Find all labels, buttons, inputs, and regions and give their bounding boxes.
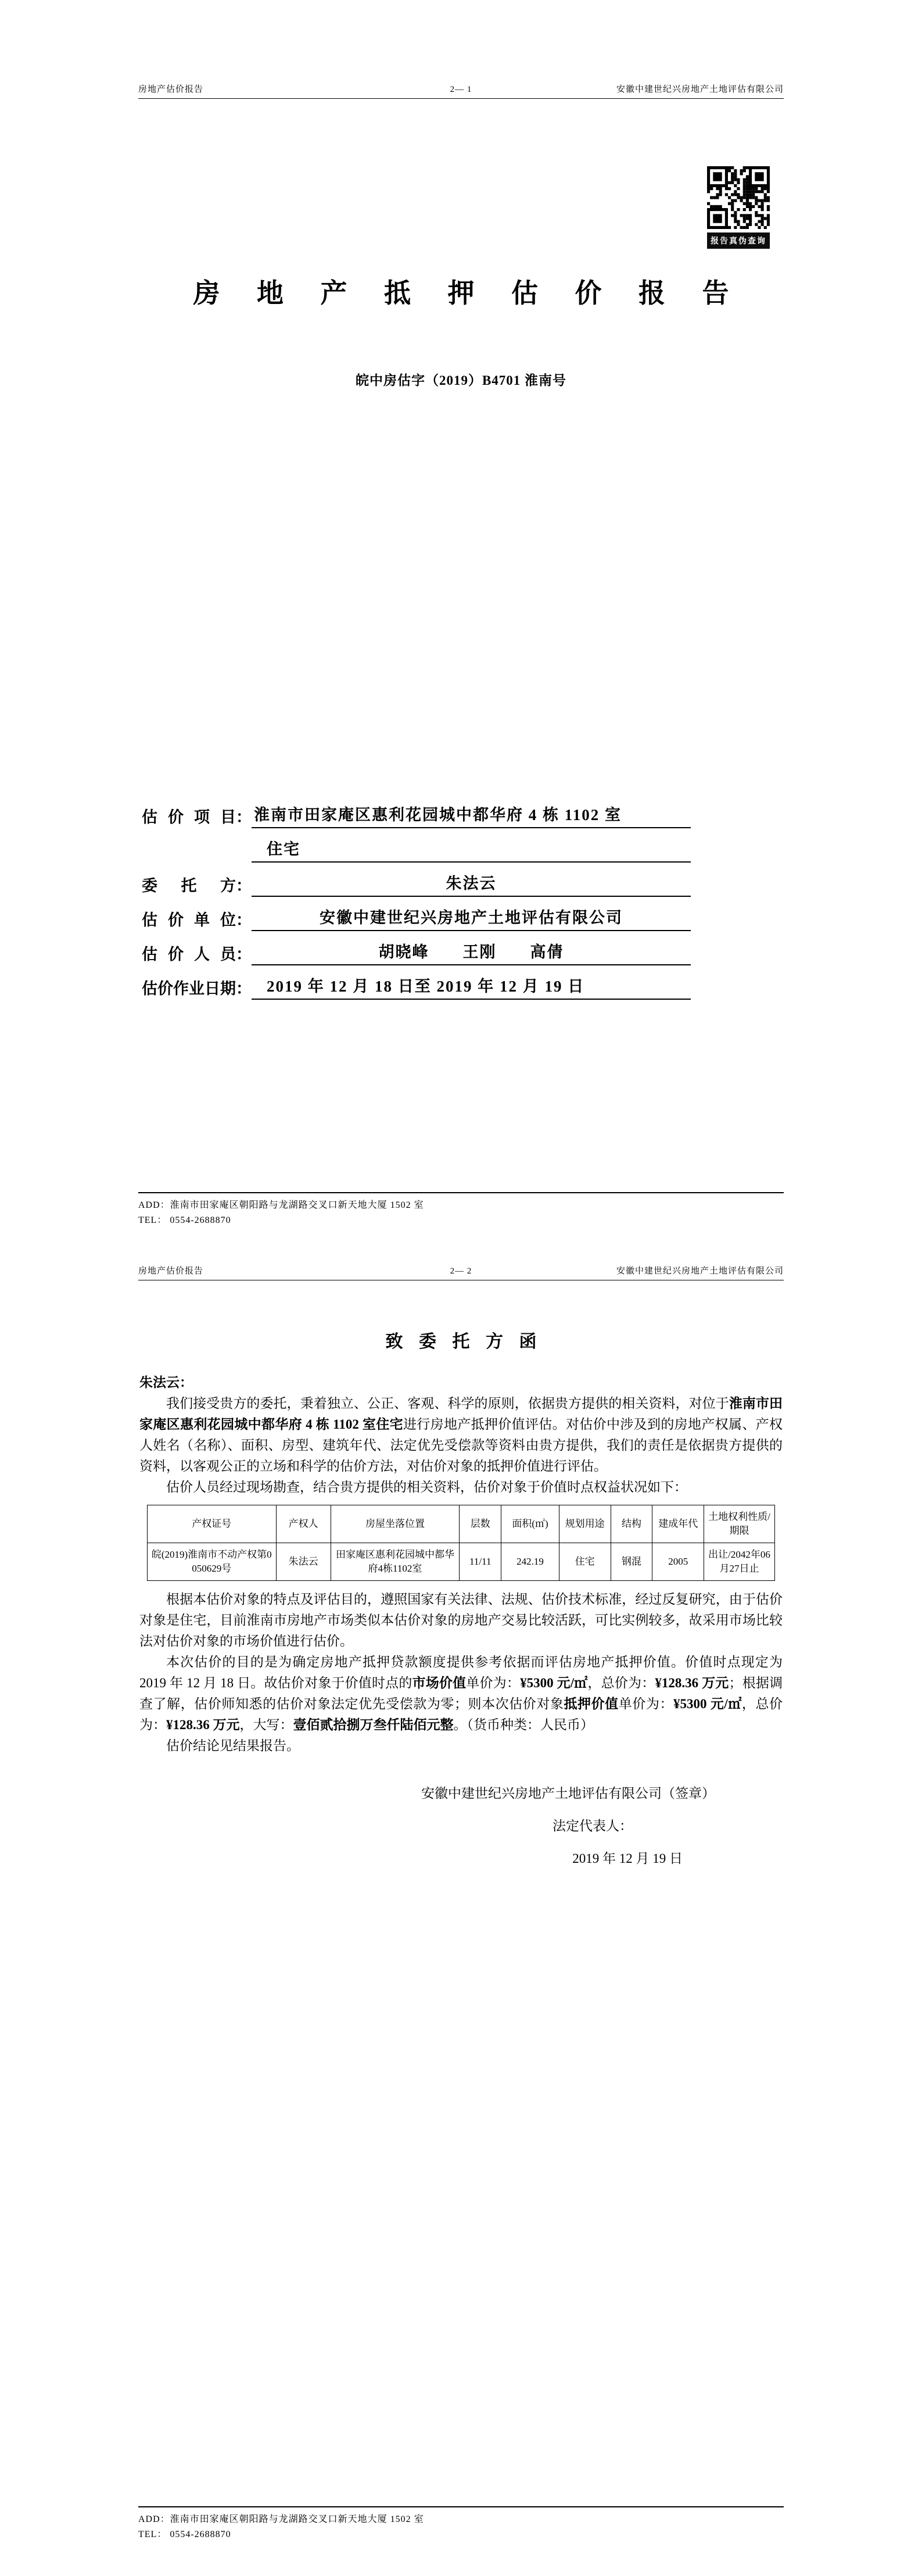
col-header-floors: 层数 (460, 1505, 501, 1543)
field-staff-value: 胡晓峰 王刚 高倩 (252, 941, 691, 965)
letter-paragraph-2: 估价人员经过现场勘查，结合贵方提供的相关资料，估价对象于价值时点权益状况如下： (166, 1480, 687, 1494)
qr-verification-block (707, 166, 770, 249)
para4-seg7: ；根据调查了解，估价师知悉的估价对象法定优先受偿款为零；则本次估价对象 (139, 1676, 783, 1711)
page-footer (138, 1192, 784, 1228)
field-staff (142, 941, 691, 965)
para4-total-price-1: ¥128.36 万元 (655, 1676, 729, 1690)
cover-fields (142, 804, 691, 1010)
para4-unit-price-2: ¥5300 元/㎡ (673, 1697, 742, 1711)
header-doc-type: 房地产估价报告 (138, 1266, 204, 1276)
para4-unit-price-1: ¥5300 元/㎡ (520, 1676, 588, 1690)
cell-land-rights: 出让/2042年06月27日止 (704, 1543, 775, 1581)
header-page-number: 2— 2 (450, 1266, 472, 1276)
para1-property-name: 淮南市田家庵区惠利花园城中都华府 4 栋 1102 室住宅 (139, 1396, 783, 1432)
field-date-label: 估价作业日期 (142, 980, 236, 997)
header-company-name: 安徽中建世纪兴房地产土地评估有限公司 (616, 1266, 784, 1276)
field-client-value: 朱法云 (252, 872, 691, 897)
field-client-label: 委托方 (142, 877, 236, 895)
para4-seg11: ，总价为： (139, 1697, 783, 1732)
para4-mortgage-value-label: 抵押价值 (564, 1697, 619, 1711)
col-header-owner: 产权人 (276, 1505, 331, 1543)
field-project-value2: 住宅 (252, 838, 691, 863)
letter-paragraph-1 (139, 1393, 783, 1477)
footer-address: ADD：淮南市田家庵区朝阳路与龙湖路交叉口新天地大厦 1502 室 (138, 2514, 424, 2524)
signature-block (139, 1783, 783, 1869)
col-header-structure: 结构 (611, 1505, 652, 1543)
cell-owner: 朱法云 (276, 1543, 331, 1581)
para4-seg5: ，总价为： (587, 1676, 655, 1690)
field-date-value: 2019 年 12 月 18 日至 2019 年 12 月 19 日 (252, 975, 691, 1000)
cell-usage: 住宅 (559, 1543, 611, 1581)
cell-location: 田家庵区惠利花园城中都华府4栋1102室 (331, 1543, 460, 1581)
field-project-label: 估价项目 (142, 808, 236, 826)
col-header-land-rights: 土地权利性质/期限 (704, 1505, 775, 1543)
footer-address: ADD：淮南市田家庵区朝阳路与龙湖路交叉口新天地大厦 1502 室 (138, 1200, 424, 1210)
page-header (138, 0, 784, 99)
field-colon: ： (236, 980, 252, 997)
cell-structure: 钢混 (611, 1543, 652, 1581)
table-row (148, 1543, 775, 1581)
field-date (142, 975, 691, 1000)
para4-seg9: 单价为： (618, 1697, 674, 1711)
signature-date: 2019 年 12 月 19 日 (572, 1851, 683, 1866)
col-header-area: 面积(㎡) (501, 1505, 559, 1543)
para4-seg15: 。（货币种类：人民币） (453, 1718, 594, 1732)
qr-caption: 报告真伪查询 (707, 232, 770, 249)
col-header-year: 建成年代 (652, 1505, 704, 1543)
field-agency-value: 安徽中建世纪兴房地产土地评估有限公司 (252, 907, 691, 931)
qr-code-icon (707, 166, 770, 229)
letter-salutation: 朱法云： (139, 1375, 193, 1390)
para4-total-price-2: ¥128.36 万元 (166, 1718, 240, 1732)
field-agency (142, 907, 691, 931)
field-colon: ： (236, 877, 252, 895)
footer-phone: TEL： 0554-2688870 (138, 2530, 231, 2539)
field-client (142, 872, 691, 897)
page-header (138, 1241, 784, 1280)
field-colon: ： (236, 911, 252, 929)
page-footer (138, 2506, 784, 2542)
col-header-location: 房屋坐落位置 (331, 1505, 460, 1543)
signature-legal-rep: 法定代表人： (553, 1819, 633, 1833)
para4-seg1: 本次估价的目的是为确定房地产抵押贷款额度提供参考依据而评估房地产抵押价值。价值时点现定为 2019 年 12 月 18 日。故估价对象于价值时点的 (139, 1655, 783, 1690)
field-agency-label: 估价单位 (142, 911, 236, 929)
report-number: 皖中房估字（2019）B4701 淮南号 (355, 373, 567, 388)
report-cover-page (0, 0, 922, 1241)
cell-year: 2005 (652, 1543, 704, 1581)
letter-body (139, 1332, 783, 1869)
col-header-usage: 规划用途 (559, 1505, 611, 1543)
table-header-row (148, 1505, 775, 1543)
letter-title: 致 委 托 方 函 (385, 1332, 543, 1351)
letter-page (0, 1241, 922, 2576)
para4-market-value-label: 市场价值 (412, 1676, 467, 1690)
footer-phone: TEL： 0554-2688870 (138, 1215, 231, 1225)
letter-paragraph-3: 根据本估价对象的特点及评估目的，遵照国家有关法律、法规、估价技术标准，经过反复研究，由于估价对象是住宅，目前淮南市房地产市场类似本估价对象的房地产交易比较活跃，可比实例较多，故采用市场比较法对估价对象的市场价值进行估价。 (139, 1592, 783, 1648)
letter-paragraph-5: 估价结论见结果报告。 (166, 1738, 300, 1753)
field-project-value: 淮南市田家庵区惠利花园城中都华府 4 栋 1102 室 (252, 804, 691, 828)
field-project-line2 (142, 838, 691, 863)
header-company-name: 安徽中建世纪兴房地产土地评估有限公司 (616, 85, 784, 94)
header-doc-type: 房地产估价报告 (138, 85, 204, 94)
field-project (142, 804, 691, 828)
para4-amount-in-words: 壹佰贰拾捌万叁仟陆佰元整 (293, 1718, 454, 1732)
letter-paragraph-4 (139, 1652, 783, 1736)
para4-seg3: 单价为： (466, 1676, 521, 1690)
cell-floors: 11/11 (460, 1543, 501, 1581)
cell-area: 242.19 (501, 1543, 559, 1581)
signature-company: 安徽中建世纪兴房地产土地评估有限公司（签章） (421, 1786, 715, 1801)
para1-seg3: 进行房地产抵押价值评估。对估价中涉及到的房地产权属、产权人姓名（名称）、面积、房型、建筑年代、法定优先受偿款等资料由贵方提供，我们的责任是依据贵方提供的资料，以客观公正的立场和科学的估价方法，对估价对象的抵押价值进行评估。 (139, 1417, 783, 1473)
field-staff-label: 估价人员 (142, 946, 236, 963)
cell-certificate: 皖(2019)淮南市不动产权第0050629号 (148, 1543, 277, 1581)
report-title: 房 地 产 抵 押 估 价 报 告 (193, 278, 744, 308)
header-page-number: 2— 1 (450, 85, 472, 94)
para4-seg13: ，大写： (239, 1718, 293, 1732)
para1-seg1: 我们接受贵方的委托，秉着独立、公正、客观、科学的原则，依据贵方提供的相关资料，对位于 (166, 1396, 729, 1411)
col-header-certificate: 产权证号 (148, 1505, 277, 1543)
field-colon: ： (236, 808, 252, 826)
property-rights-table (147, 1505, 775, 1581)
field-colon: ： (236, 946, 252, 963)
